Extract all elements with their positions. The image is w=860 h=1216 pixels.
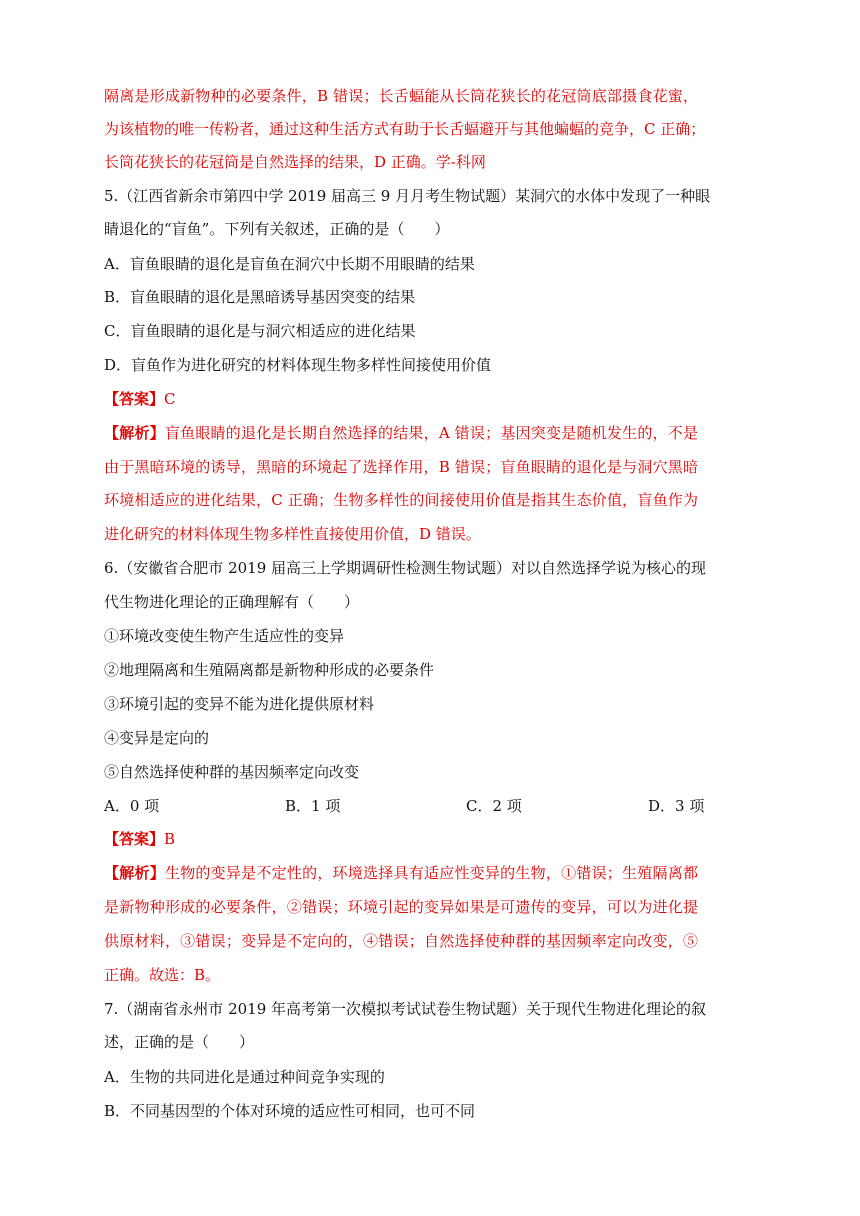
q6-statement: ⑤自然选择使种群的基因频率定向改变 xyxy=(104,763,360,781)
q5-stem-line: 睛退化的“盲鱼”。下列有关叙述，正确的是（ ） xyxy=(104,220,450,238)
answer-value: B xyxy=(164,830,176,848)
q6-option-b: B．1 项 xyxy=(285,797,341,815)
q5-option-a: A．盲鱼眼睛的退化是盲鱼在洞穴中长期不用眼睛的结果 xyxy=(104,255,475,273)
q5-analysis-line: 由于黑暗环境的诱导，黑暗的环境起了选择作用，B 错误；盲鱼眼睛的退化是与洞穴黑暗 xyxy=(104,458,698,476)
answer-label: 【答案】 xyxy=(104,830,165,848)
q6-option-c: C．2 项 xyxy=(466,797,522,815)
q6-statement: ③环境引起的变异不能为进化提供原材料 xyxy=(104,695,375,713)
analysis-label: 【解析】 xyxy=(104,424,165,442)
q7-option-b: B．不同基因型的个体对环境的适应性可相同，也可不同 xyxy=(104,1102,476,1120)
q5-option-d: D．盲鱼作为进化研究的材料体现生物多样性间接使用价值 xyxy=(104,356,492,374)
q6-analysis-line xyxy=(104,863,698,883)
q5-analysis-line: 环境相适应的进化结果，C 正确；生物多样性的间接使用价值是指其生态价值，盲鱼作为 xyxy=(104,491,698,509)
q6-answer xyxy=(104,829,698,849)
analysis-label: 【解析】 xyxy=(104,864,165,882)
q6-analysis-line: 供原材料，③错误；变异是不定向的，④错误；自然选择使种群的基因频率定向改变，⑤ xyxy=(104,932,698,950)
q6-statement: ①环境改变使生物产生适应性的变异 xyxy=(104,627,345,645)
q5-option-c: C．盲鱼眼睛的退化是与洞穴相适应的进化结果 xyxy=(104,322,416,340)
q6-statement: ④变异是定向的 xyxy=(104,729,210,747)
q6-analysis-line: 正确。故选：B。 xyxy=(104,966,221,984)
prev-analysis-line: 长筒花狭长的花冠筒是自然选择的结果，D 正确。学-科网 xyxy=(104,153,486,171)
q5-analysis-line xyxy=(104,423,698,443)
q7-option-a: A．生物的共同进化是通过种间竞争实现的 xyxy=(104,1068,385,1086)
q6-stem-line: 6.（安徽省合肥市 2019 届高三上学期调研性检测生物试题）对以自然选择学说为核心的现 xyxy=(104,559,707,577)
q7-stem-line: 7.（湖南省永州市 2019 年高考第一次模拟考试试卷生物试题）关于现代生物进化理论的叙 xyxy=(104,1000,707,1018)
q5-analysis-line: 进化研究的材料体现生物多样性直接使用价值，D 错误。 xyxy=(104,525,481,543)
prev-analysis-line: 隔离是形成新物种的必要条件，B 错误；长舌蝠能从长筒花狭长的花冠筒底部摄食花蜜， xyxy=(104,87,698,105)
q6-option-a: A．0 项 xyxy=(104,797,160,815)
q6-analysis-line: 是新物种形成的必要条件，②错误；环境引起的变异如果是可遗传的变异，可以为进化提 xyxy=(104,898,698,916)
q5-stem-line: 5.（江西省新余市第四中学 2019 届高三 9 月月考生物试题）某洞穴的水体中发现了一种眼 xyxy=(104,187,711,205)
answer-value: C xyxy=(164,390,176,408)
answer-label: 【答案】 xyxy=(104,390,165,408)
prev-analysis-line: 为该植物的唯一传粉者，通过这种生活方式有助于长舌蝠避开与其他蝙蝠的竞争，C 正确； xyxy=(104,120,706,138)
q5-option-b: B．盲鱼眼睛的退化是黑暗诱导基因突变的结果 xyxy=(104,288,416,306)
q7-stem-line: 述，正确的是（ ） xyxy=(104,1033,255,1051)
q6-stem-line: 代生物进化理论的正确理解有（ ） xyxy=(104,593,360,611)
analysis-text: 生物的变异是不定性的，环境选择具有适应性变异的生物，①错误；生殖隔离都 xyxy=(164,864,698,882)
analysis-text: 盲鱼眼睛的退化是长期自然选择的结果，A 错误；基因突变是随机发生的，不是 xyxy=(164,424,698,442)
q5-answer xyxy=(104,389,698,409)
q6-option-d: D．3 项 xyxy=(648,797,705,815)
q6-statement: ②地理隔离和生殖隔离都是新物种形成的必要条件 xyxy=(104,661,435,679)
